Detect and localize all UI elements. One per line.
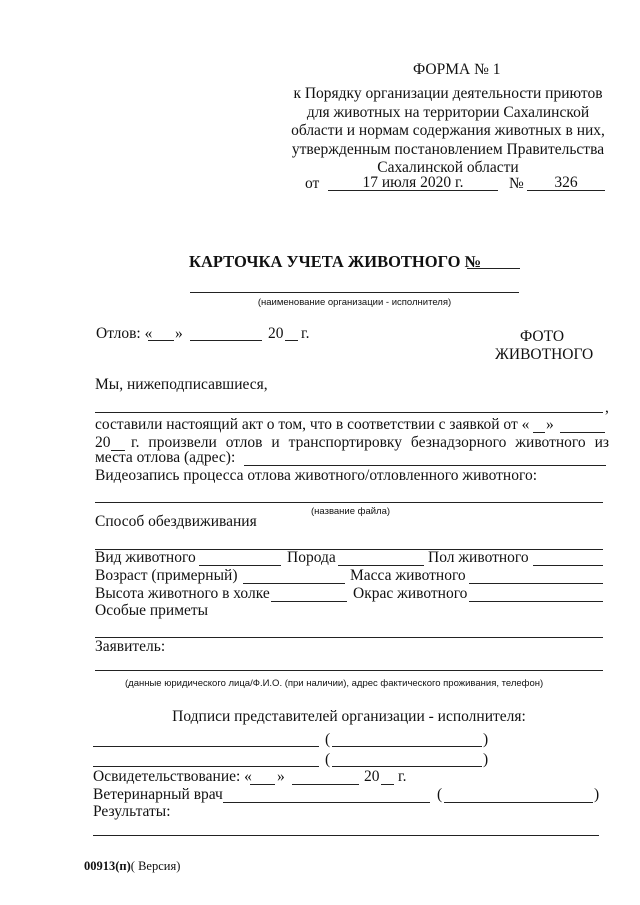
date-value: 17 июля 2020 г. bbox=[362, 174, 464, 191]
breed-label: Порода bbox=[287, 549, 336, 566]
signature-paren-open-1: ( bbox=[325, 731, 331, 748]
exam-quote-close: » bbox=[277, 768, 285, 785]
immobilization-label: Способ обездвиживания bbox=[95, 513, 257, 530]
capture-month-line bbox=[190, 340, 262, 341]
footer-version bbox=[84, 857, 180, 875]
act-year-prefix: 20 bbox=[95, 434, 111, 451]
applicant-caption: (данные юридического лица/Ф.И.О. (при наличии), адрес фактического проживания, телефон) bbox=[125, 678, 544, 689]
signature-paren-close-2: ) bbox=[483, 751, 489, 768]
capture-year-label: 20 bbox=[268, 325, 284, 342]
date-prefix: от bbox=[305, 175, 320, 192]
address-line bbox=[244, 465, 606, 466]
capture-day-line bbox=[148, 340, 174, 341]
header-line-2: для животных на территории Сахалинской bbox=[306, 104, 590, 121]
photo-label-1: ФОТО bbox=[520, 328, 565, 345]
header-line-5: Сахалинской области bbox=[377, 159, 519, 176]
animal-type-line bbox=[199, 565, 281, 566]
number-underline bbox=[527, 190, 605, 191]
animal-type-label: Вид животного bbox=[95, 549, 196, 566]
vet-paren-open: ( bbox=[437, 786, 443, 803]
act-text: составили настоящий акт о том, что в соответствии с заявкой от « bbox=[95, 416, 530, 433]
act-month-line bbox=[560, 432, 605, 433]
sex-label: Пол животного bbox=[428, 549, 529, 566]
act-quote-close: » bbox=[546, 416, 554, 433]
signature-line-2 bbox=[93, 766, 319, 767]
special-marks-line bbox=[95, 637, 603, 638]
date-underline bbox=[328, 190, 498, 191]
vet-paren-close: ) bbox=[594, 786, 600, 803]
signature-paren-close-1: ) bbox=[483, 731, 489, 748]
card-number-line bbox=[467, 268, 520, 269]
height-line bbox=[271, 601, 347, 602]
exam-year-label: 20 bbox=[364, 768, 380, 785]
video-label: Видеозапись процесса отлова животного/отловленного животного: bbox=[95, 467, 538, 484]
photo-label-2: ЖИВОТНОГО bbox=[495, 346, 594, 363]
card-title: КАРТОЧКА УЧЕТА ЖИВОТНОГО № bbox=[189, 252, 482, 271]
applicant-line bbox=[95, 670, 603, 671]
special-marks-label: Особые приметы bbox=[95, 602, 209, 619]
signed-label: Мы, нижеподписавшиеся, bbox=[95, 376, 268, 393]
header-line-4: утвержденным постановлением Правительства bbox=[291, 141, 605, 158]
act-day-line bbox=[533, 432, 545, 433]
exam-year-suffix: г. bbox=[398, 768, 407, 785]
transport-text: г. произвели отлов и транспортировку безнадзорного животного из bbox=[131, 434, 609, 451]
vet-signature-line bbox=[223, 802, 430, 803]
age-label: Возраст (примерный) bbox=[95, 567, 238, 584]
results-label: Результаты: bbox=[93, 803, 171, 820]
signers-line bbox=[95, 412, 603, 413]
number-value: 326 bbox=[554, 174, 578, 191]
results-line bbox=[93, 835, 599, 836]
applicant-label: Заявитель: bbox=[95, 638, 166, 655]
file-caption: (название файла) bbox=[311, 506, 391, 517]
exam-year-line bbox=[381, 784, 394, 785]
signature-paren-open-2: ( bbox=[325, 751, 331, 768]
org-name-line bbox=[190, 292, 519, 293]
org-caption: (наименование организации - исполнителя) bbox=[257, 297, 452, 308]
number-label: № bbox=[509, 175, 524, 192]
color-label: Окрас животного bbox=[353, 585, 468, 602]
height-label: Высота животного в холке bbox=[95, 585, 270, 602]
exam-label: Освидетельствование: « bbox=[93, 768, 252, 785]
address-label: места отлова (адрес): bbox=[95, 449, 236, 466]
form-title: ФОРМА № 1 bbox=[413, 61, 501, 78]
signature-name-line-1 bbox=[332, 746, 482, 747]
capture-year-suffix: г. bbox=[301, 325, 310, 342]
capture-label: Отлов: « bbox=[96, 325, 153, 342]
sex-line bbox=[533, 565, 603, 566]
exam-day-line bbox=[250, 784, 275, 785]
exam-month-line bbox=[292, 784, 359, 785]
footer-code: 00913(п) bbox=[84, 859, 131, 873]
header-line-3: области и нормам содержания животных в них, bbox=[291, 122, 605, 139]
signatures-title: Подписи представителей организации - исполнителя: bbox=[172, 708, 526, 725]
signature-name-line-2 bbox=[332, 766, 482, 767]
header-line-1: к Порядку организации деятельности приютов bbox=[293, 85, 603, 102]
capture-quote-close: » bbox=[175, 325, 183, 342]
footer-version-text: ( Версия) bbox=[130, 859, 181, 873]
capture-year-line bbox=[285, 340, 298, 341]
signers-comma: , bbox=[605, 399, 609, 416]
vet-label: Ветеринарный врач bbox=[93, 786, 223, 803]
weight-label: Масса животного bbox=[350, 567, 466, 584]
weight-line bbox=[469, 583, 603, 584]
signature-line-1 bbox=[93, 746, 319, 747]
color-line bbox=[469, 601, 603, 602]
breed-line bbox=[338, 565, 424, 566]
age-line bbox=[243, 583, 345, 584]
vet-name-line bbox=[444, 802, 593, 803]
